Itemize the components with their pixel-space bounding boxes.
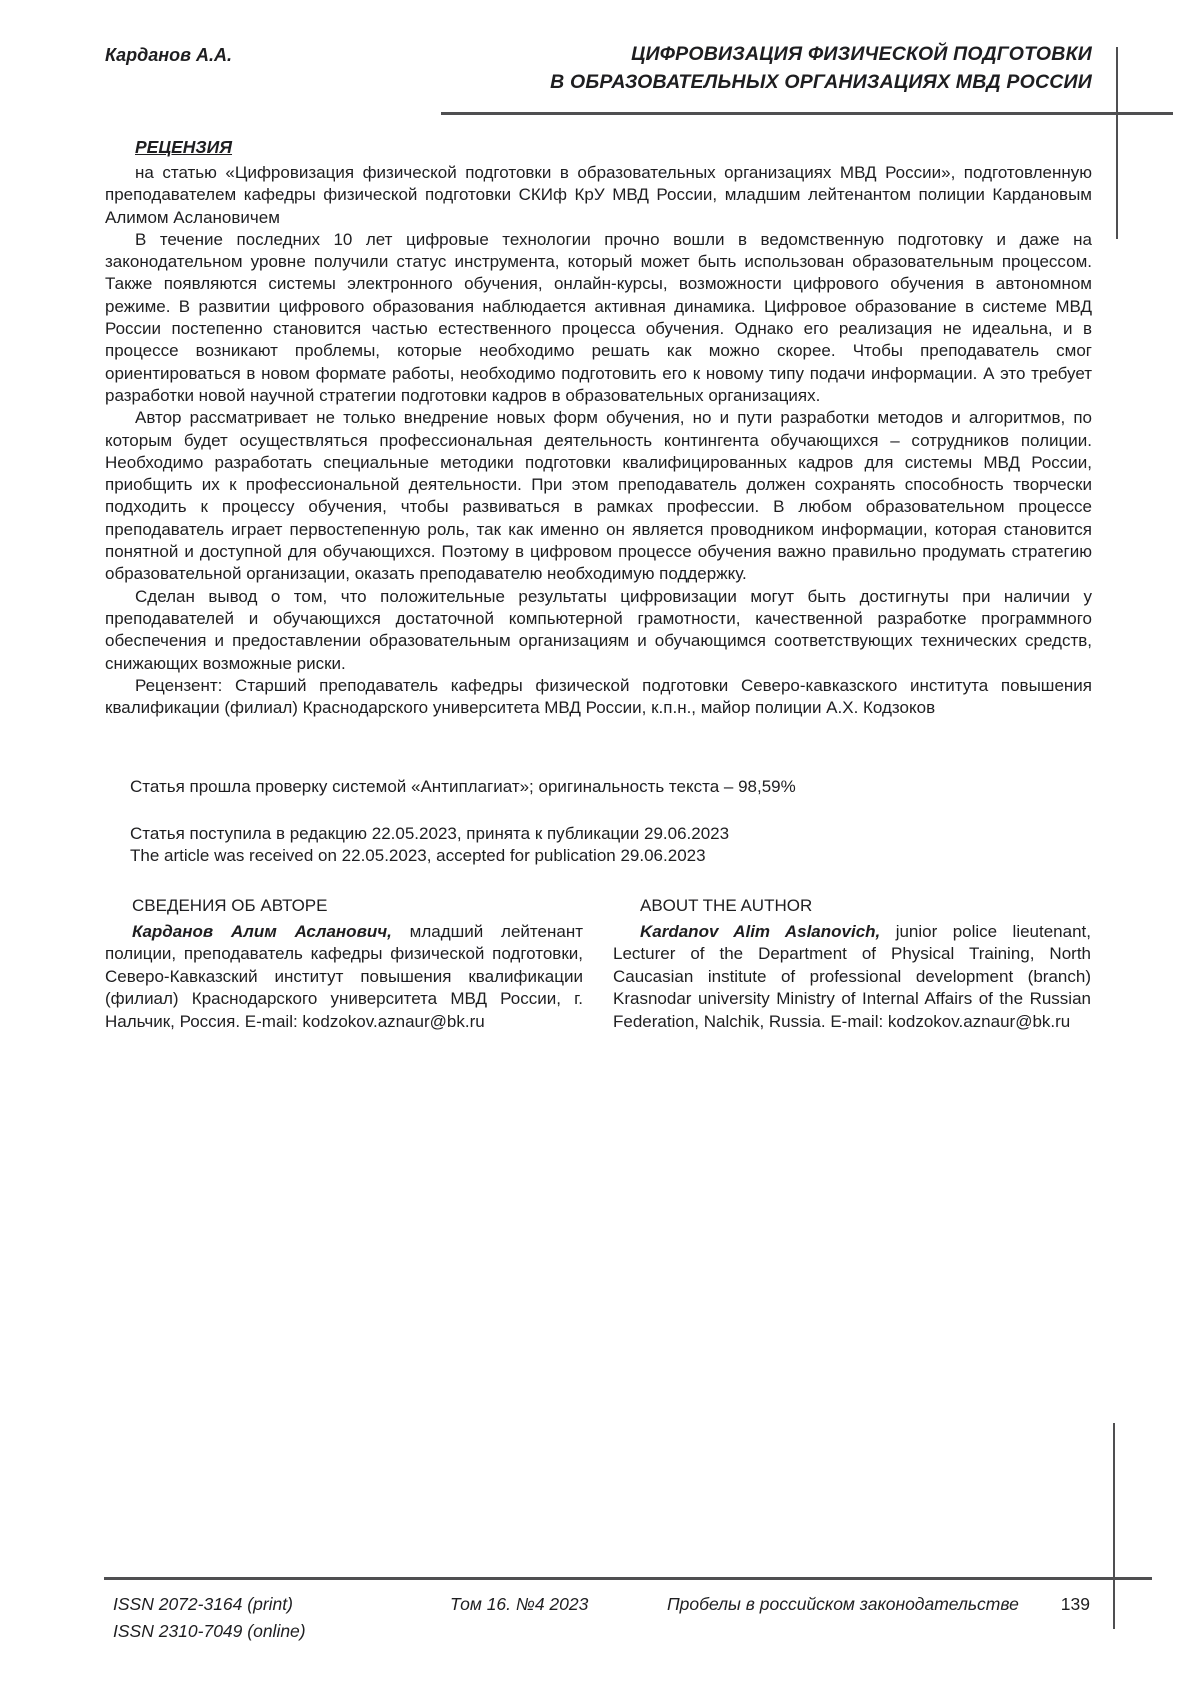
bottom-right-vertical-rule — [1113, 1423, 1115, 1629]
review-paragraph: В течение последних 10 лет цифровые технологии прочно вошли в ведомственную подготовку и даже на законодательном уровне получили статус инструмента, который может быть использован образовательным процессом. Также появляются системы электронного обучения, онлайн-курсы, возможности цифрового обучения в автономном режиме. В развитии цифрового образования наблюдается активная динамика. Цифровое образование в системе МВД России постепенно становится частью естественного процесса обучения. Однако его реализация не идеальна, и в процессе возникают проблемы, которые необходимо решать как можно скорее. Чтобы преподаватель смог ориентироваться в новом формате работы, необходимо подготовить его к новому типу подачи информации. А это требует разработки новой научной стратегии подготовки кадров в образовательных организациях. — [105, 229, 1092, 405]
author-name-ru: Карданов Алим Асланович, — [132, 921, 392, 941]
review-body — [105, 162, 1092, 719]
running-header — [105, 40, 1092, 96]
footer-issn — [113, 1591, 306, 1645]
top-right-vertical-rule — [1116, 47, 1118, 239]
author-bio-en — [613, 921, 1091, 1034]
header-rule — [441, 112, 1173, 115]
page-footer — [105, 1591, 1092, 1651]
review-paragraph: Сделан вывод о том, что положительные результаты цифровизации могут быть достигнуты при наличии у преподавателей и обучающихся достаточной компьютерной грамотности, качественной разработке программного обеспечения и предоставлении образовательным организациям и обучающимся соответствующих технических средств, снижающих возможные риски. — [105, 586, 1092, 673]
author-bio-en-text: junior police lieutenant, Lecturer of the Department of Physical Training, North Caucasian institute of professional development (branch) Krasnodar university Ministry of Internal Affairs of the Russian Federation, Nalchik, Russia. E-mail: kodzokov.aznaur@bk.ru — [613, 921, 1091, 1031]
review-paragraph: Автор рассматривает не только внедрение новых форм обучения, но и пути разработки методов и алгоритмов, по которым будет осуществляться профессиональная деятельность контингента обучающихся – сотрудников полиции. Необходимо разработать специальные методики подготовки квалифицированных кадров для системы МВД России, приобщить их к профессиональной деятельности. При этом преподаватель должен сохранять способность творчески подходить к процессу обучения, чтобы развиваться в рамках профессии. В любом образовательном процессе преподаватель играет первостепенную роль, так как именно он является проводником информации, которая становится понятной и доступной для обучающихся. Поэтому в цифровом процессе обучения важно правильно продумать стратегию образовательной организации, оказать преподавателю необходимую поддержку. — [105, 408, 1092, 584]
running-header-title — [550, 40, 1092, 96]
author-info-ru-column — [105, 895, 583, 1034]
review-paragraph: Рецензент: Старший преподаватель кафедры физической подготовки Северо-кавказского института повышения квалификации (филиал) Краснодарского университета МВД России, к.п.н., майор полиции А.Х. Кодзоков — [105, 675, 1092, 718]
running-header-title-line1: ЦИФРОВИЗАЦИЯ ФИЗИЧЕСКОЙ ПОДГОТОВКИ — [631, 43, 1092, 65]
antiplagiat-note: Статья прошла проверку системой «Антиплагиат»; оригинальность текста – 98,59% — [130, 777, 796, 797]
received-date-ru: Статья поступила в редакцию 22.05.2023, принята к публикации 29.06.2023 — [130, 823, 730, 843]
review-section — [105, 137, 1092, 1033]
running-header-title-line2: В ОБРАЗОВАТЕЛЬНЫХ ОРГАНИЗАЦИЯХ МВД РОССИИ — [550, 71, 1092, 93]
footer-issn-online: ISSN 2310-7049 (online) — [113, 1621, 306, 1641]
review-heading: РЕЦЕНЗИЯ — [135, 137, 233, 157]
footer-volume: Том 16. №4 2023 — [450, 1594, 589, 1614]
footer-journal-title: Пробелы в российском законодательстве — [667, 1594, 1019, 1614]
footer-rule — [104, 1577, 1152, 1580]
author-name-en: Kardanov Alim Aslanovich, — [640, 921, 881, 941]
footer-issn-print: ISSN 2072-3164 (print) — [113, 1594, 293, 1614]
author-info-en-column — [613, 895, 1091, 1034]
received-date-en: The article was received on 22.05.2023, accepted for publication 29.06.2023 — [130, 846, 706, 866]
footer-page-number: 139 — [1060, 1594, 1090, 1614]
received-dates — [130, 823, 1092, 868]
author-info-columns — [105, 895, 1092, 1034]
review-paragraph: на статью «Цифровизация физической подготовки в образовательных организациях МВД России», подготовленную преподавателем кафедры физической подготовки СКИф КрУ МВД России, младшим лейтенантом полиции Кардановым Алимом Аслановичем — [105, 163, 1092, 227]
author-info-ru-heading: СВЕДЕНИЯ ОБ АВТОРЕ — [132, 895, 328, 915]
author-info-en-heading: ABOUT THE AUTHOR — [640, 895, 813, 915]
author-bio-ru-text: младший лейтенант полиции, преподаватель кафедры физической подготовки, Северо-Кавказский институт повышения квалификации (филиал) Краснодарского университета МВД России, г. Нальчик, Россия. E-mail: kodzokov.aznaur@bk.ru — [105, 921, 583, 1031]
author-bio-ru — [105, 921, 583, 1034]
running-header-author: Карданов А.А. — [105, 45, 232, 65]
